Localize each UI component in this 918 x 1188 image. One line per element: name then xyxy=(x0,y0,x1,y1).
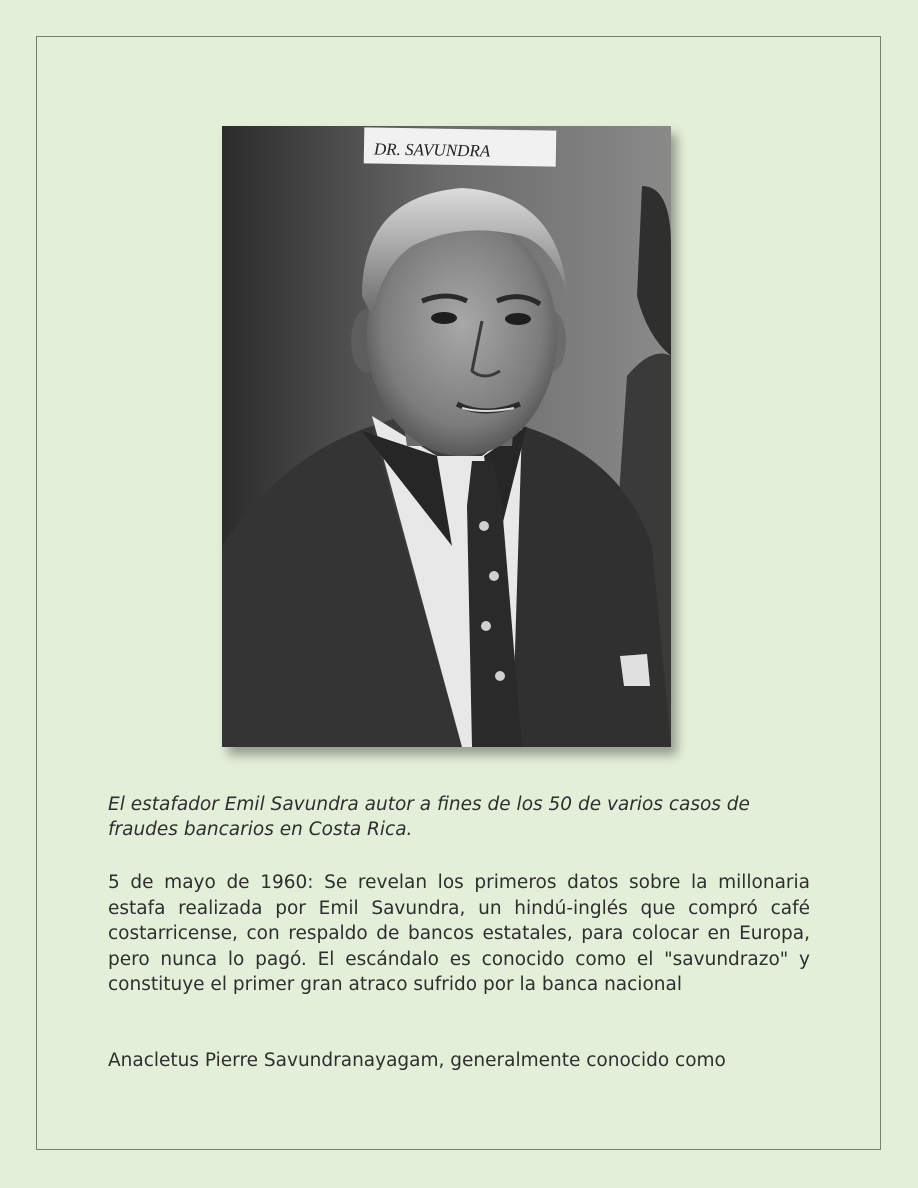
paragraph-name: Anacletus Pierre Savundranayagam, generalmente conocido como xyxy=(108,1050,726,1071)
photo-caption: El estafador Emil Savundra autor a fines de los 50 de varios casos de fraudes bancarios en Costa Rica. xyxy=(108,794,750,840)
paragraph-history: 5 de mayo de 1960: Se revelan los primeros datos sobre la millonaria estafa realizada por Emil Savundra, un hindú-inglés que compró café costarricense, con respaldo de bancos estatales, para colocar en Europa, pero nunca lo pagó. El escándalo es conocido como el "savundrazo" y constituye el primer gran atraco sufrido por la banca nacional xyxy=(108,872,810,995)
name-card-text: DR. SAVUNDRA xyxy=(373,139,491,161)
portrait-photo xyxy=(222,126,671,747)
